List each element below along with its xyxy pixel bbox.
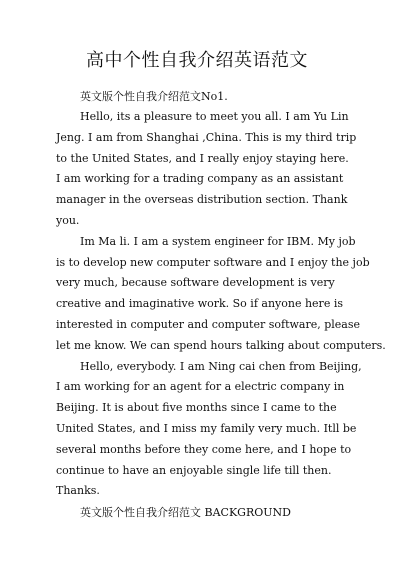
- paragraph-3: [56, 357, 362, 503]
- paragraph-line: is to develop new computer software and I enjoy the job: [56, 255, 370, 269]
- paragraph-line: Im Ma li. I am a system engineer for IBM. My job: [80, 234, 356, 248]
- paragraph-1: [56, 107, 357, 232]
- paragraph-2: [56, 232, 386, 357]
- paragraph-line: Hello, everybody. I am Ning cai chen from Beijing,: [80, 359, 362, 373]
- paragraph-line: let me know. We can spend hours talking about computers.: [56, 338, 386, 352]
- paragraph-line: continue to have an enjoyable single life till then.: [56, 463, 332, 477]
- paragraph-line: I am working for a trading company as an assistant: [56, 172, 344, 186]
- paragraph-line: very much, because software development is very: [56, 276, 335, 290]
- section-heading-background: 英文版个性自我介绍范文 BACKGROUND: [80, 506, 291, 520]
- paragraph-line: Thanks.: [56, 484, 100, 498]
- paragraph-line: to the United States, and I really enjoy staying here.: [56, 151, 349, 165]
- paragraph-line: United States, and I miss my family very much. Itll be: [56, 421, 357, 435]
- page-title: 高中个性自我介绍英语范文: [86, 50, 308, 71]
- paragraph-line: Jeng. I am from Shanghai ,China. This is my third trip: [56, 130, 357, 144]
- paragraph-line: several months before they come here, and I hope to: [56, 442, 352, 456]
- paragraph-line: Beijing. It is about five months since I came to the: [56, 401, 337, 415]
- paragraph-line: manager in the overseas distribution section. Thank: [56, 193, 348, 207]
- paragraph-line: you.: [56, 213, 80, 227]
- section-subhead: 英文版个性自我介绍范文No1.: [80, 90, 228, 103]
- paragraph-line: creative and imaginative work. So if anyone here is: [56, 297, 343, 311]
- paragraph-line: interested in computer and computer software, please: [56, 317, 361, 331]
- paragraph-line: I am working for an agent for a electric company in: [56, 380, 345, 394]
- paragraph-line: Hello, its a pleasure to meet you all. I am Yu Lin: [80, 110, 349, 123]
